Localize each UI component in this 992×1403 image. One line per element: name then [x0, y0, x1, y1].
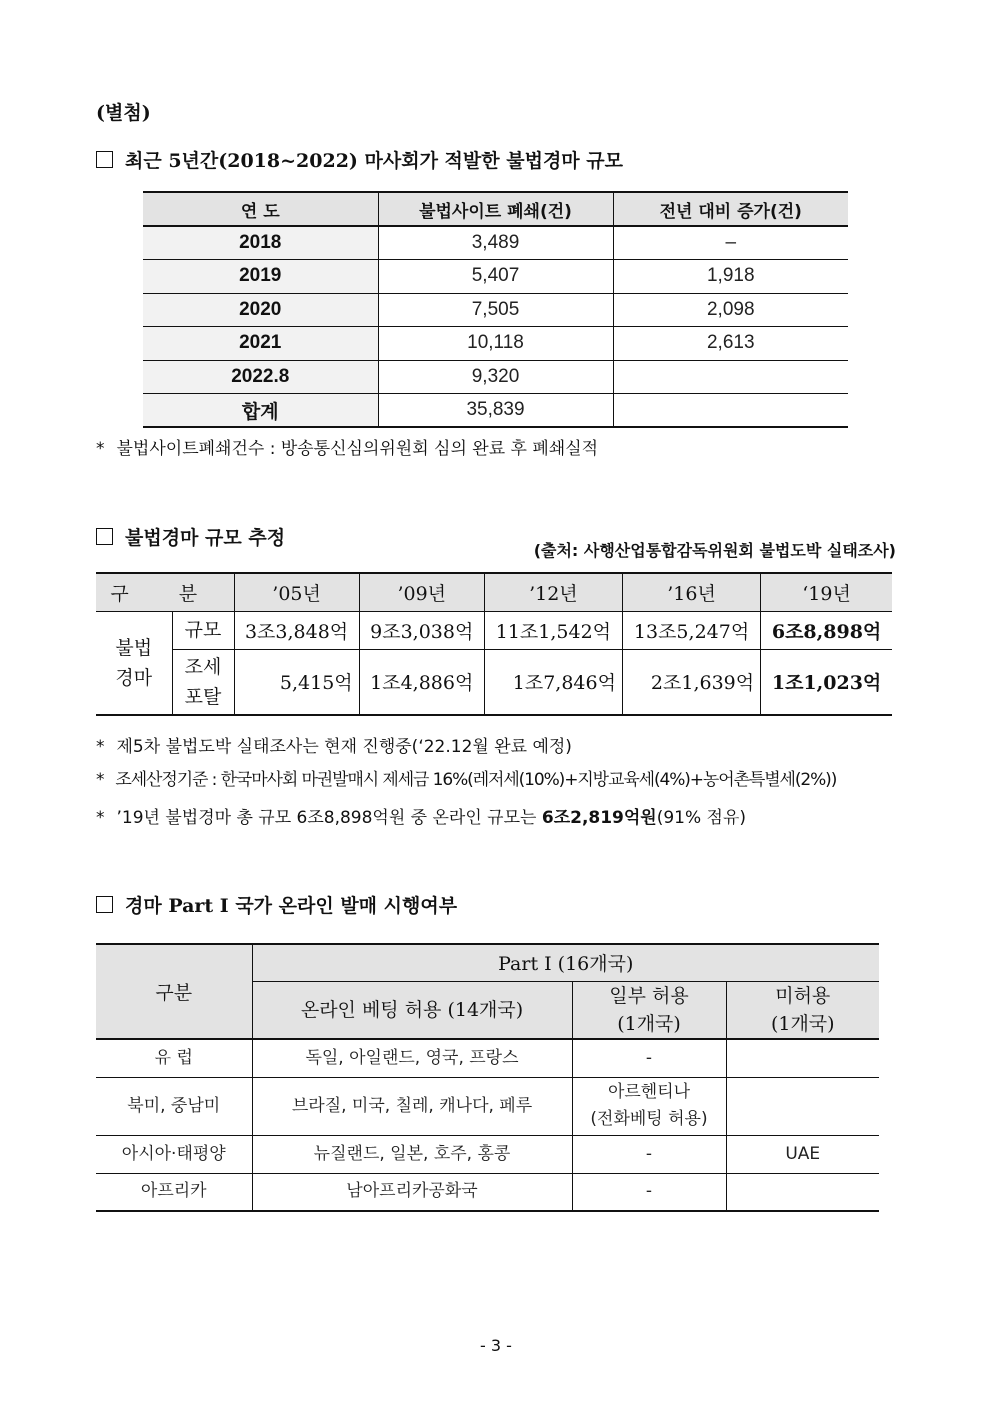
cell-value: 3조3,848억 — [234, 611, 359, 649]
cell-increase: 1,918 — [613, 260, 848, 294]
section2-note — [96, 732, 572, 757]
section1-note — [96, 434, 598, 459]
cell-year: 합계 — [143, 394, 378, 428]
cell-year: 2021 — [143, 327, 378, 361]
header-line: (1개국) — [617, 1012, 681, 1035]
cell-region: 북미, 중남미 — [96, 1077, 252, 1135]
cell-closures: 9,320 — [378, 360, 613, 394]
cell-closures: 10,118 — [378, 327, 613, 361]
checkbox-square-icon — [96, 528, 113, 545]
cell-value: 13조5,247억 — [622, 611, 760, 649]
header-year: ’09년 — [359, 573, 484, 611]
table-row — [96, 1077, 879, 1135]
header-category: 구 분 — [96, 573, 234, 611]
header-partial-allowed — [572, 981, 726, 1039]
note-star: * — [96, 770, 104, 790]
note-text: ’19년 불법경마 총 규모 6조8,898억원 중 온라인 규모는 — [116, 808, 542, 828]
cell-closures: 5,407 — [378, 260, 613, 294]
table-row — [143, 360, 848, 394]
cell-increase: – — [613, 226, 848, 260]
cell-increase: 2,613 — [613, 327, 848, 361]
cell-not-allowed: UAE — [726, 1135, 879, 1173]
cell-value: 2조1,639억 — [622, 649, 760, 715]
row-label: 규모 — [172, 611, 234, 649]
cell-value: 6조8,898억 — [761, 611, 892, 649]
header-year: ’16년 — [622, 573, 760, 611]
cell-partial: - — [572, 1135, 726, 1173]
cell-increase: 2,098 — [613, 293, 848, 327]
row-label: 조세 포탈 — [172, 649, 234, 715]
illegal-racing-estimate-table — [96, 572, 892, 716]
table-header-row — [96, 944, 879, 981]
cell-region: 아프리카 — [96, 1173, 252, 1211]
cell-not-allowed — [726, 1077, 879, 1135]
partial-country: 아르헨티나 — [607, 1082, 691, 1102]
table-row — [143, 327, 848, 361]
cell-value: 11조1,542억 — [484, 611, 622, 649]
table-row-scale — [96, 611, 892, 649]
table-row — [143, 226, 848, 260]
source-note: (출처: 사행산업통합감독위원회 불법도박 실태조사) — [533, 541, 896, 560]
cell-partial: - — [572, 1039, 726, 1077]
section1-title-text: 최근 5년간(2018~2022) 마사회가 적발한 불법경마 규모 — [125, 150, 623, 172]
cell-value: 9조3,038억 — [359, 611, 484, 649]
cell-not-allowed — [726, 1039, 879, 1077]
table-header-row — [96, 573, 892, 611]
cell-allowed: 브라질, 미국, 칠레, 캐나다, 페루 — [252, 1077, 572, 1135]
table-row — [143, 293, 848, 327]
online-betting-table — [96, 943, 879, 1212]
header-line: 온라인 베팅 허용 (14개국) — [300, 998, 524, 1021]
cell-allowed: 독일, 아일랜드, 영국, 프랑스 — [252, 1039, 572, 1077]
table-header-row — [143, 192, 848, 226]
header-year: ’05년 — [234, 573, 359, 611]
checkbox-square-icon — [96, 896, 113, 913]
cell-year: 2020 — [143, 293, 378, 327]
table-row-total — [143, 394, 848, 428]
cell-partial: - — [572, 1173, 726, 1211]
cell-region: 유 럽 — [154, 1047, 193, 1068]
cell-value: 1조4,886억 — [359, 649, 484, 715]
cell-value: 5,415억 — [234, 649, 359, 715]
cell-closures: 7,505 — [378, 293, 613, 327]
header-closures: 불법사이트 폐쇄(건) — [378, 192, 613, 226]
cell-year: 2018 — [143, 226, 378, 260]
table-row — [96, 1039, 879, 1077]
cell-closures: 3,489 — [378, 226, 613, 260]
header-line: 미허용 — [775, 984, 831, 1007]
cell-region: 아시아·태평양 — [96, 1135, 252, 1173]
header-year: ’12년 — [484, 573, 622, 611]
cell-year: 2022.8 — [143, 360, 378, 394]
cell-allowed: 남아프리카공화국 — [252, 1173, 572, 1211]
header-increase: 전년 대비 증가(건) — [613, 192, 848, 226]
cell-allowed: 뉴질랜드, 일본, 호주, 홍콩 — [252, 1135, 572, 1173]
checkbox-square-icon — [96, 151, 113, 168]
section1-title — [96, 146, 623, 173]
header-line: (1개국) — [770, 1012, 835, 1035]
note-text: 조세산정기준 : 한국마사회 마권발매시 제세금 16%(레저세(10%)+지방교육세(4%)+농어촌특별세(2%)) — [115, 770, 837, 790]
page-number: - 3 - — [480, 1336, 512, 1355]
cell-value: 1조1,023억 — [761, 649, 892, 715]
cell-increase — [613, 360, 848, 394]
table-row — [96, 1173, 879, 1211]
section2-title — [96, 523, 285, 550]
header-online-allowed — [252, 981, 572, 1039]
cell-not-allowed — [726, 1173, 879, 1211]
note-star: * — [96, 737, 105, 757]
section2-note — [96, 803, 746, 828]
note-star: * — [96, 808, 105, 828]
header-year: ‘19년 — [761, 573, 892, 611]
header-category: 구분 — [96, 944, 252, 1039]
header-year: 연 도 — [143, 192, 378, 226]
note-emphasis: 6조2,819억원 — [541, 808, 657, 828]
table-row — [143, 260, 848, 294]
cell-partial — [572, 1077, 726, 1135]
section3-title — [96, 891, 457, 918]
table-row-tax-evasion — [96, 649, 892, 715]
section3-title-text: 경마 Part I 국가 온라인 발매 시행여부 — [125, 895, 458, 917]
section2-title-text: 불법경마 규모 추정 — [125, 527, 286, 549]
cell-value: 1조7,846억 — [484, 649, 622, 715]
note-star: * — [96, 439, 105, 459]
section2-note — [96, 765, 836, 790]
header-line: 일부 허용 — [609, 984, 689, 1007]
attachment-label: (별첨) — [96, 102, 151, 124]
cell-increase — [613, 394, 848, 428]
note-text: 제5차 불법도박 실태조사는 현재 진행중(‘22.12월 완료 예정) — [116, 737, 572, 757]
partial-note: (전화베팅 허용) — [590, 1109, 708, 1129]
illegal-site-closure-table — [143, 191, 848, 428]
header-not-allowed — [726, 981, 879, 1039]
header-part1: Part I (16개국) — [252, 944, 879, 981]
cell-closures: 35,839 — [378, 394, 613, 428]
note-text: 불법사이트폐쇄건수 : 방송통신심의위원회 심의 완료 후 폐쇄실적 — [116, 439, 599, 459]
cell-year: 2019 — [143, 260, 378, 294]
note-text: (91% 점유) — [656, 808, 747, 828]
table-row — [96, 1135, 879, 1173]
group-label: 불법 경마 — [96, 611, 172, 715]
